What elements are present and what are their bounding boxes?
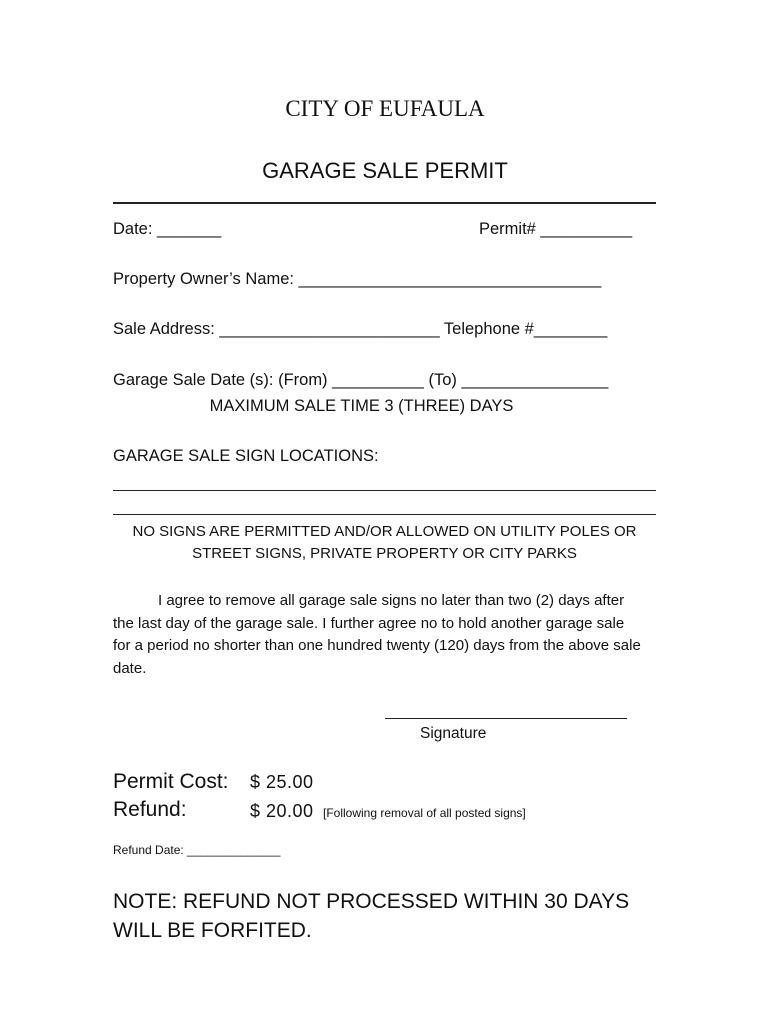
refund-note-warning xyxy=(113,887,653,945)
sale-dates-field[interactable]: Garage Sale Date (s): (From) __________ (To) ________________ xyxy=(113,371,609,389)
signature-label: Signature xyxy=(420,725,487,742)
refund-note: [Following removal of all posted signs] xyxy=(323,806,526,820)
header-rule xyxy=(113,202,656,204)
refund-label: Refund: xyxy=(113,798,187,821)
refund-warning-line-1: NOTE: REFUND NOT PROCESSED WITHIN 30 DAYS xyxy=(113,890,630,913)
agreement-paragraph xyxy=(113,590,643,680)
refund-date-field[interactable]: Refund Date: ______________ xyxy=(113,843,281,857)
signs-notice-line-2: STREET SIGNS, PRIVATE PROPERTY OR CITY PARKS xyxy=(192,545,577,562)
agreement-text: I agree to remove all garage sale signs no later than two (2) days after the last day of the garage sale. I further agree no to hold another garage sale for a period no shorter than one hundred twenty (120) days from the above sale date. xyxy=(113,592,641,677)
permit-number-field[interactable]: Permit# __________ xyxy=(479,220,633,238)
signs-notice-line-1: NO SIGNS ARE PERMITTED AND/OR ALLOWED ON UTILITY POLES OR xyxy=(132,523,637,540)
signs-notice xyxy=(113,521,656,565)
signature-line[interactable] xyxy=(385,718,627,719)
owner-name-field[interactable]: Property Owner’s Name: _________________________________ xyxy=(113,270,602,288)
permit-cost-value: $ 25.00 xyxy=(250,772,314,792)
refund-value: $ 20.00 xyxy=(250,801,314,821)
max-sale-time: MAXIMUM SALE TIME 3 (THREE) DAYS xyxy=(209,397,514,415)
permit-cost-label: Permit Cost: xyxy=(113,770,229,793)
sale-address-telephone-field[interactable]: Sale Address: ________________________ Telephone #________ xyxy=(113,320,608,338)
sign-locations-label: GARAGE SALE SIGN LOCATIONS: xyxy=(113,447,379,465)
form-title: GARAGE SALE PERMIT xyxy=(262,158,508,183)
date-field[interactable]: Date: _______ xyxy=(113,220,222,238)
sign-location-line-2[interactable] xyxy=(113,514,656,515)
city-name: CITY OF EUFAULA xyxy=(285,96,485,121)
sign-location-line-1[interactable] xyxy=(113,490,656,491)
refund-warning-line-2: WILL BE FORFITED. xyxy=(113,919,312,942)
